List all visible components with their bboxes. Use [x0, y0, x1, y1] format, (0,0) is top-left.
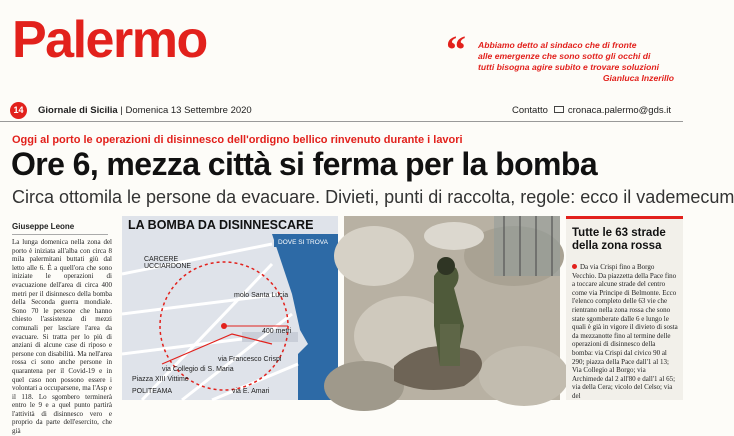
sidebar-box — [566, 216, 683, 400]
bullet-icon — [572, 264, 577, 269]
article-subheadline: Circa ottomila le persone da evacuare. Divieti, punti di raccolta, regole: ecco il vademecum — [12, 187, 734, 207]
contact-email[interactable]: cronaca.palermo@gds.it — [567, 105, 671, 116]
separator: | — [120, 105, 126, 116]
map-label-molo: molo Santa Lucia — [234, 292, 289, 299]
mail-icon — [554, 106, 564, 113]
page-number: 14 — [10, 102, 27, 119]
map-label-carcere: CARCERE UCCIARDONE — [144, 256, 192, 270]
sidebar-body — [572, 263, 678, 401]
article-headline: Ore 6, mezza città si ferma per la bomba — [11, 146, 598, 182]
quote-mark-icon: “ — [446, 27, 466, 72]
quote-author: Gianluca Inzerillo — [602, 73, 674, 83]
bomb-map — [122, 216, 338, 400]
article-kicker: Oggi al porto le operazioni di disinnesco dell'ordigno bellico rinvenuto durante i lavori — [12, 134, 463, 146]
quote-line: Abbiamo detto al sindaco che di fronte — [478, 40, 637, 50]
map-label-amari: via E. Amari — [232, 388, 270, 395]
page-info-bar — [0, 100, 683, 122]
byline-divider — [12, 234, 108, 235]
map-label-radius: 400 metri — [262, 328, 292, 335]
masthead — [0, 0, 683, 98]
quote-line: alle emergenze che sono sotto gli occhi di — [478, 51, 651, 61]
sidebar-title — [572, 227, 666, 253]
map-label-crispi: via Francesco Crispi — [218, 356, 282, 363]
photo-graphic — [344, 216, 560, 400]
article-body: La lunga domenica nella zona del porto è iniziata all'alba con circa 8 mila palermitani buttati giù dal letto alle 6. È a quell'ora che sono iniziate le operazioni di evacuazione dell'area di circa 400 metri per il disinnesco della bomba della Seconda guerra mondiale. Sono 70 le persone che hanno chiesto l'assistenza di mezzi comunali per lasciare l'area da evacuare. Si tratta per lo più di anziani di alcune case di riposo e persone con disabilità. Ma nell'area rossa ci sono anche persone in quarantena per il Covid-19 e in quel caso non possono essere i volontari a occuparsene, ma l'Asp e il 118. Lo sgombero terminerà entro le 9 e a quel punto partirà l'attività di disinnesco vero e proprio da parte dell'esercito, che già — [12, 238, 112, 436]
sidebar-title-line: della zona rossa — [572, 240, 662, 252]
map-label-colletto: via Collegio di S. Maria — [162, 366, 234, 373]
sidebar-text: Da via Crispi fino a Borgo Vecchio. Da piazzetta della Pace fino a toccare alcune strade del centro come via Principe di Belmonte. Ecco l'elenco completo delle 63 vie che rientrano nella zona rossa che sono state sgomberate dalle 6 e lungo le quali è già in vigore il divieto di sosta da mezzanotte fino al termine delle operazioni di disinnesco della bomba: via Crispi dal civico 90 al 290; piazza della Pace dall'1 al 13; Via Collegio al Borgo; via Archimede dal 2 all'80 e dall'1 al 65; via della Cera; vicolo del Celso; via del — [572, 263, 678, 400]
map-legend: DOVE SI TROVA — [274, 238, 332, 247]
paper-name: Giornale di Sicilia — [38, 105, 118, 116]
article-byline: Giuseppe Leone — [12, 222, 75, 231]
section-title: Palermo — [12, 11, 207, 69]
soldier-photo — [344, 216, 560, 400]
bomb-location — [221, 323, 227, 329]
map-title: LA BOMBA DA DISINNESCARE — [128, 218, 314, 232]
sidebar-title-line: Tutte le 63 strade — [572, 227, 666, 239]
pull-quote — [478, 40, 674, 84]
quote-line: tutti bisogna agire subito e trovare soluzioni — [478, 62, 659, 72]
contact — [512, 105, 671, 116]
contact-label: Contatto — [511, 105, 548, 116]
map-label-piazza: Piazza XIII Vittime — [132, 376, 189, 383]
map-label-politeama: POLITEAMA — [132, 388, 173, 395]
issue-date: Domenica 13 Settembre 2020 — [125, 105, 252, 116]
paper-info — [38, 105, 252, 116]
